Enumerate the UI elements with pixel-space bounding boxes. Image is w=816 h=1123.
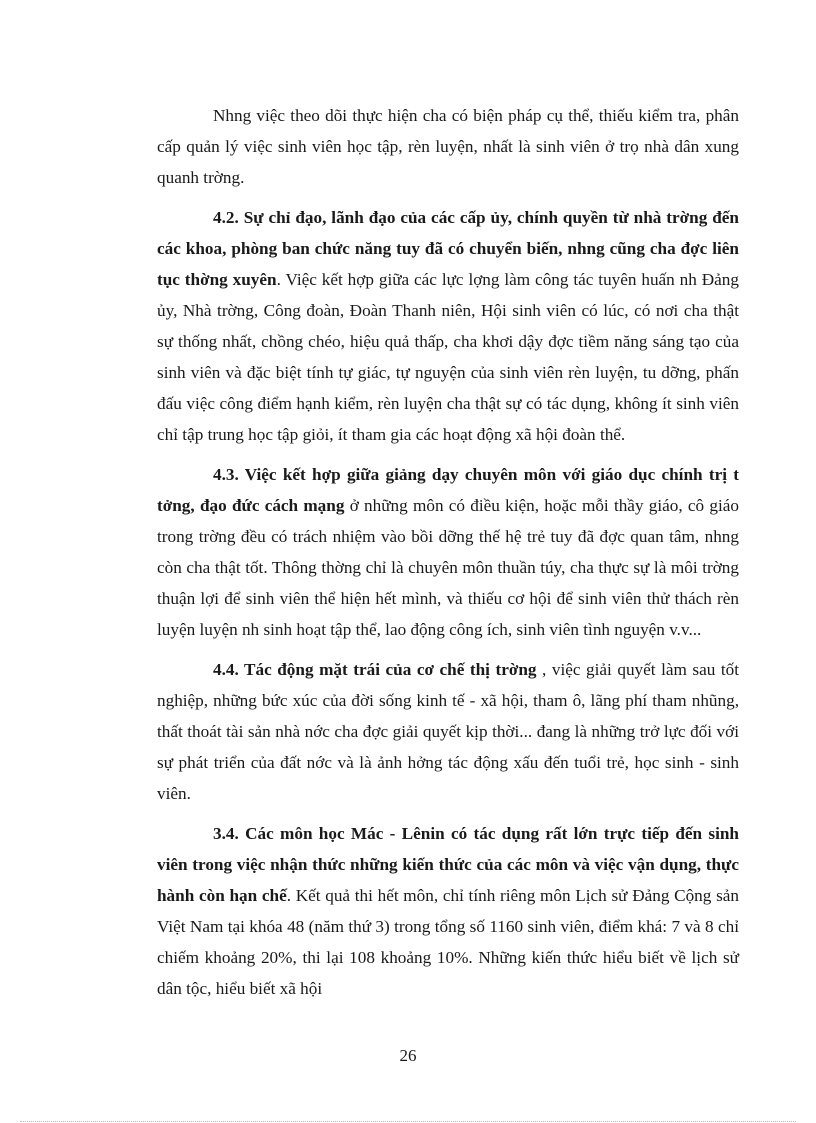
paragraph-4-heading: 4.4. Tác động mặt trái của cơ chế thị trờng <box>213 660 537 679</box>
paragraph-3-text: ở những môn có điều kiện, hoặc mỗi thầy giáo, cô giáo trong trờng đều có trách nhiệm vào bồi dỡng thế hệ trẻ tuy đã đợc quan tâm, nhng còn cha thật tốt. Thông thờng chỉ là chuyên môn thuần túy, cha thực sự là môi trờng thuận lợi để sinh viên thể hiện hết mình, và thiếu cơ hội để sinh viên thử thách rèn luyện luyện nh sinh hoạt tập thể, lao động công ích, sinh viên tình nguyện v.v... <box>157 496 739 639</box>
paragraph-3-heading: 4.3. Việc kết hợp giữa giảng dạy chuyên môn với giáo dục chính trị t tởng, đạo đức cách mạng <box>157 465 739 515</box>
paragraph-4 <box>157 654 739 809</box>
paragraph-1 <box>157 100 739 193</box>
paragraph-3 <box>157 459 739 645</box>
paragraph-5-text: . Kết quả thi hết môn, chỉ tính riêng môn Lịch sử Đảng Cộng sản Việt Nam tại khóa 48 (năm thứ 3) trong tổng số 1160 sinh viên, điểm khá: 7 và 8 chỉ chiếm khoảng 20%, thi lại 108 khoảng 10%. Những kiến thức hiểu biết về lịch sử dân tộc, hiểu biết xã hội <box>157 886 739 998</box>
paragraph-1-text: Nhng việc theo dõi thực hiện cha có biện pháp cụ thể, thiếu kiểm tra, phân cấp quản lý việc sinh viên học tập, rèn luyện, nhất là sinh viên ở trọ nhà dân xung quanh trờng. <box>157 106 739 187</box>
paragraph-2-text: . Việc kết hợp giữa các lực lợng làm công tác tuyên huấn nh Đảng ủy, Nhà trờng, Công đoàn, Đoàn Thanh niên, Hội sinh viên có lúc, có nơi cha thật sự thống nhất, chồng chéo, hiệu quả thấp, cha khơi dậy đợc tiềm năng sáng tạo của sinh viên và đặc biệt tính tự giác, tự nguyện của sinh viên rèn luyện, tu dỡng, phấn đấu việc công điểm hạnh kiểm, rèn luyện cha thật sự có tác dụng, không ít sinh viên chỉ tập trung học tập giỏi, ít tham gia các hoạt động xã hội đoàn thể. <box>157 270 739 444</box>
paragraph-5 <box>157 818 739 1004</box>
paragraph-2-heading: 4.2. Sự chỉ đạo, lãnh đạo của các cấp ủy, chính quyền từ nhà trờng đến các khoa, phòng ban chức năng tuy đã có chuyển biến, nhng cũng cha đợc liên tục thờng xuyên <box>157 208 739 289</box>
paragraph-5-heading: 3.4. Các môn học Mác - Lênin có tác dụng rất lớn trực tiếp đến sinh viên trong việc nhận thức những kiến thức của các môn và việc vận dụng, thực hành còn hạn chế <box>157 824 739 905</box>
paragraph-4-text: , việc giải quyết làm sau tốt nghiệp, những bức xúc của đời sống kinh tế - xã hội, tham ô, lãng phí tham nhũng, thất thoát tài sản nhà nớc cha đợc giải quyết kịp thời... đang là những trở lực đối với sự phát triển của đất nớc và là ảnh hởng tác động xấu đến tuổi trẻ, học sinh - sinh viên. <box>157 660 740 803</box>
body-text <box>157 100 739 1013</box>
paragraph-2 <box>157 202 739 450</box>
page-bottom-divider <box>20 1121 796 1122</box>
page-number: 26 <box>399 1046 417 1065</box>
